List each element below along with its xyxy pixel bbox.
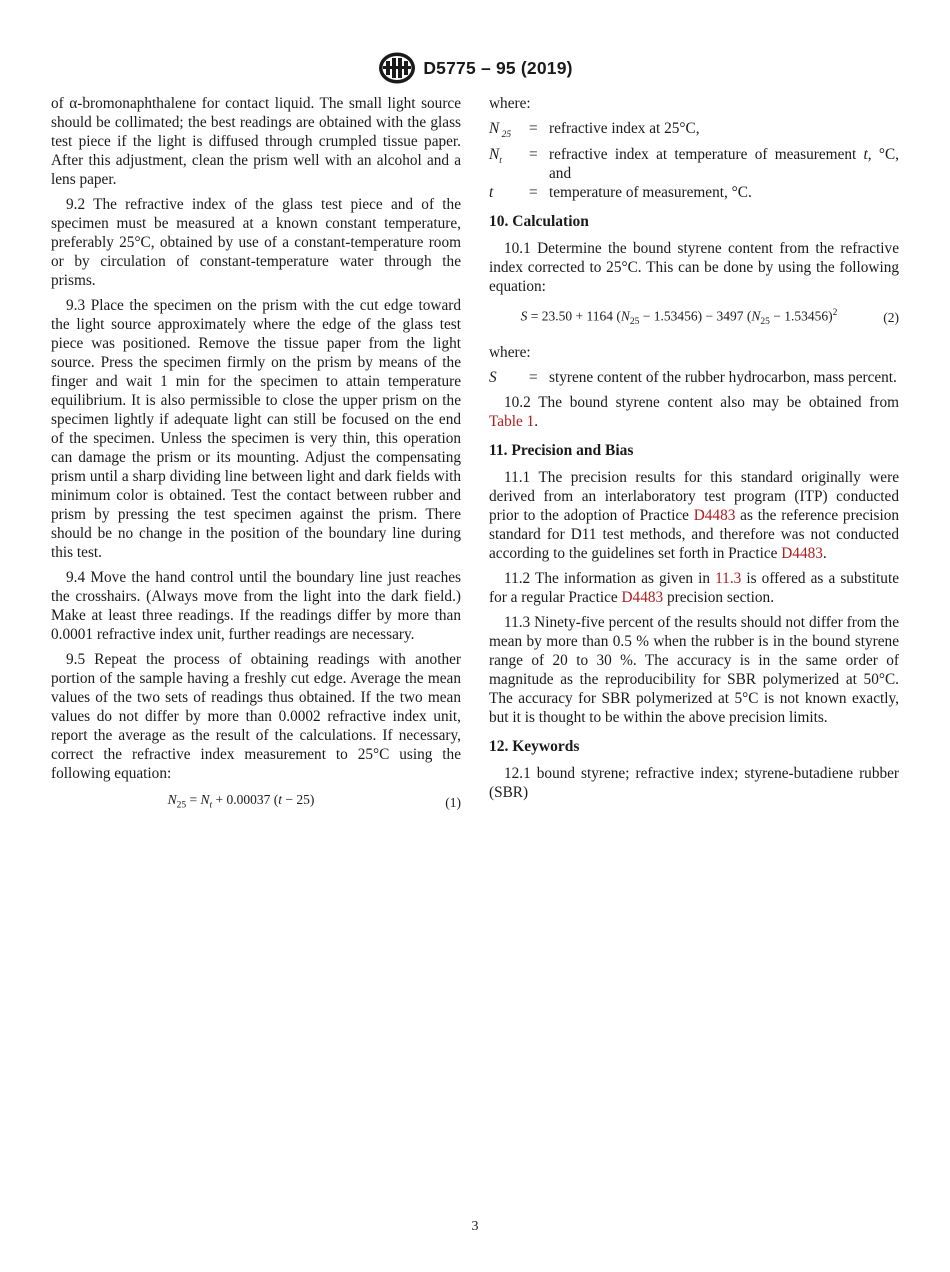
paragraph-11-3: 11.3 Ninety-five percent of the results should not differ from the mean by more than 0.5 % when the rubber is in the bound styrene range of 20 to 30 %. The accuracy is in the same order of magnitude as the reproducibility for SBR polymerized at 50°C. The accuracy for SBR polymerized at 5°C is not known exactly, but it is thought to be within the above precision limits. xyxy=(489,614,899,727)
link-d4483[interactable]: D4483 xyxy=(621,589,664,607)
section-heading-12: 12. Keywords xyxy=(489,738,580,756)
definitions-list-2 xyxy=(489,368,899,387)
paragraph-9-5: 9.5 Repeat the process of obtaining readings with another portion of the sample having a freshly cut edge. Average the mean values of the two sets of readings thus obtained. If the two mean values do not differ by more than 0.0002 refractive index unit, report the average as the result of the calculations. If necessary, correct the refractive index measurement to 25°C using the following equation: xyxy=(51,651,461,782)
section-heading-10: 10. Calculation xyxy=(489,213,589,231)
right-column xyxy=(489,94,899,808)
definitions-list-1 xyxy=(489,119,899,202)
page-header xyxy=(0,50,950,86)
where-label-1: where: xyxy=(489,95,531,112)
where-label-2: where: xyxy=(489,344,531,362)
link-d4483[interactable]: D4483 xyxy=(781,545,823,563)
equation-2-number: (2) xyxy=(883,309,899,325)
paragraph-12-1: 12.1 bound styrene; refractive index; styrene-butadiene rubber (SBR) xyxy=(489,765,899,802)
left-column xyxy=(51,94,461,827)
paragraph-10-2: 10.2 The bound styrene content also may be obtained from Table 1. xyxy=(489,394,899,431)
document-designation: D5775 – 95 (2019) xyxy=(423,57,573,78)
equation-1 xyxy=(51,789,461,817)
paragraph-9-3: 9.3 Place the specimen on the prism with the cut edge toward the light source approximately where the edge of the glass test piece was positioned. Remove the tissue paper from the light source. Press the specimen firmly on the prism by means of the finger and wait 1 min for the specimen to attain temperature equilibrium. It is also permissible to close the upper prism on the specimen lightly if adequate light can still be focused on the end of the specimen. Unless the specimen is very thin, this operation can damage the prism or its mounting. Adjust the compensating prism until a sharp dividing line between light and dark fields with minimum color is obtained. Test the contact between rubber and prism by pressing the test specimen against the prism. There should be no change in the position of the boundary line during this test. xyxy=(51,297,461,561)
definition-n25: N $_{25}$ = refractive index at 25°C, xyxy=(489,120,700,141)
equation-1-number: (1) xyxy=(445,794,461,810)
astm-logo-icon xyxy=(377,51,417,85)
definition-s: S = styrene content of the rubber hydrocarbon, mass percent. xyxy=(489,369,897,387)
link-d4483[interactable]: D4483 xyxy=(693,507,736,525)
equation-2-body: S = 23.50 + 1164 $(N_{25} - 1.53456) - 3497$ $(N_{25} - 1.53456)^2$ xyxy=(520,308,838,328)
equation-1-body: $N_{25} = N_t + 0.00037$ (t − 25) xyxy=(167,792,315,811)
link-section-11-3[interactable]: 11.3 xyxy=(715,570,742,588)
definition-nt: $N_t$ = refractive index at temperature of measurement t, °C, and xyxy=(489,146,899,183)
definition-t: t = temperature of measurement, °C. xyxy=(489,184,752,202)
paragraph-9-2: 9.2 The refractive index of the glass test piece and of the specimen must be measured at a known constant temperature, preferably 25°C, obtained by use of a constant-temperature room or by circulation of constant-temperature water through the prisms. xyxy=(51,196,461,289)
paragraph-9-1-continued: of α-bromonaphthalene for contact liquid. The small light source should be collimated; the best readings are obtained with the glass test piece if the light is diffused through crumpled tissue paper. After this adjustment, clean the prism well with an alcohol and a lens paper. xyxy=(51,95,461,188)
paragraph-10-1: 10.1 Determine the bound styrene content from the refractive index corrected to 25°C. This can be done by using the following equation: xyxy=(489,240,899,296)
paragraph-11-1: 11.1 The precision results for this standard originally were derived from an interlaboratory test program (ITP) conducted prior to the adoption of Practice D4483 as the reference precision standard for D11 test methods, and therefore was not conducted according to the guidelines set forth in Practice D4483. xyxy=(489,469,899,563)
page-number: 3 xyxy=(471,1219,479,1234)
link-table-1[interactable]: Table 1 xyxy=(489,413,535,431)
paragraph-11-2: 11.2 The information as given in 11.3 is offered as a substitute for a regular Practice D4483 precision section. xyxy=(489,570,899,607)
section-heading-11: 11. Precision and Bias xyxy=(489,442,634,460)
paragraph-9-4: 9.4 Move the hand control until the boundary line just reaches the crosshairs. (Always move from the light into the dark field.) Make at least three readings. If the readings differ by more than 0.0001 refractive index unit, further readings are necessary. xyxy=(51,569,461,643)
equation-2 xyxy=(489,302,899,333)
